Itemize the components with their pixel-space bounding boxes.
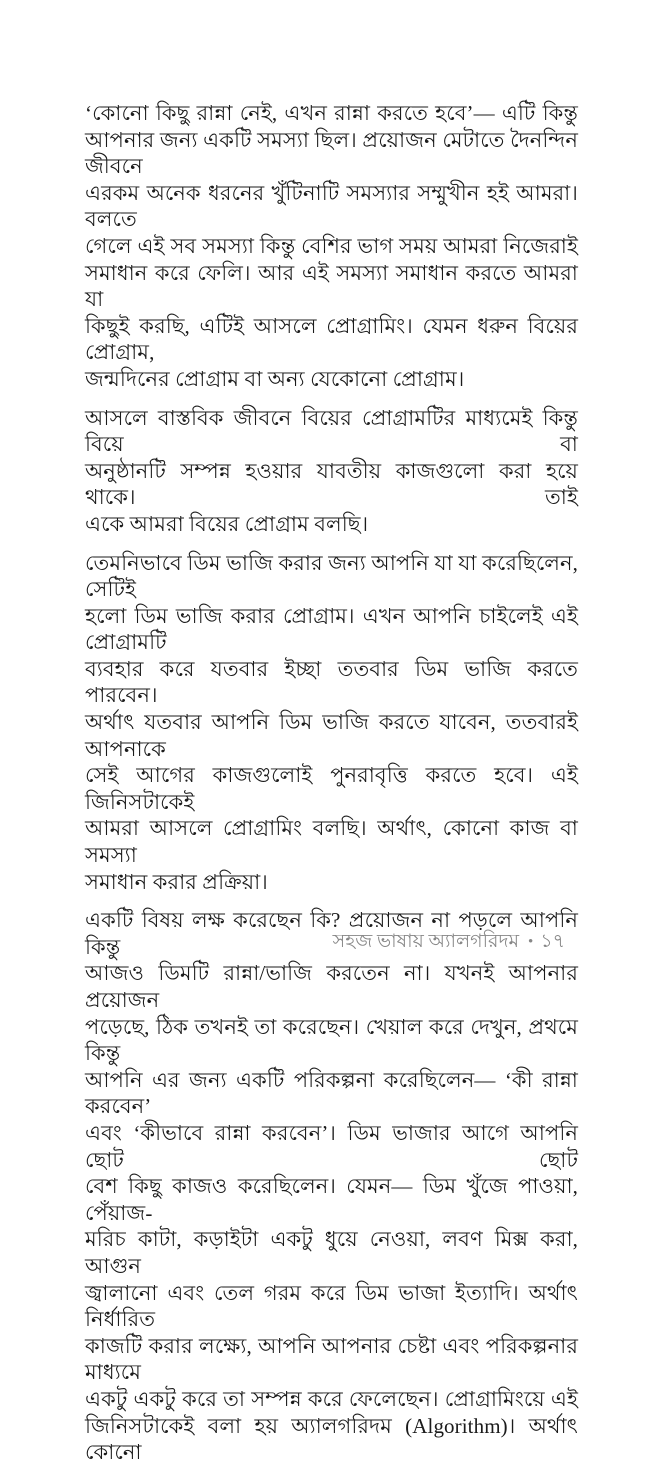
text-line: এবং ‘কীভাবে রান্না করবেন’। ডিম ভাজার আগে আপনি ছোট ছোট xyxy=(85,1120,578,1172)
text-line: আপনি এর জন্য একটি পরিকল্পনা করেছিলেন— ‘কী রান্না করবেন’ xyxy=(85,1067,578,1119)
text-line: সেই আগের কাজগুলোই পুনরাবৃত্তি করতে হবে। এই জিনিসটাকেই xyxy=(85,763,578,814)
text-line: জ্বালানো এবং তেল গরম করে ডিম ভাজা ইত্যাদি। অর্থাৎ নির্ধারিত xyxy=(85,1280,578,1332)
paragraph xyxy=(85,907,578,1465)
text-line: একে আমরা বিয়ের প্রোগ্রাম বলছি। xyxy=(85,511,369,536)
text-line: একটি বিষয় লক্ষ করেছেন কি? প্রয়োজন না পড়লে আপনি কিন্তু xyxy=(85,908,578,959)
text-line: আপনার জন্য একটি সমস্যা ছিল। প্রয়োজন মেটাতে দৈনন্দিন জীবনে xyxy=(85,127,578,179)
paragraph xyxy=(85,100,578,393)
text-line: আজও ডিমটি রান্না/ভাজি করতেন না। যখনই আপনার প্রয়োজন xyxy=(85,961,578,1012)
footer-book-title: সহজ ভাষায় অ্যালগরিদম xyxy=(332,931,520,952)
running-footer xyxy=(333,930,565,954)
text-line: ব্যবহার করে যতবার ইচ্ছা ততবার ডিম ভাজি করতে পারবেন। xyxy=(85,656,578,708)
page-body xyxy=(85,100,578,1478)
footer-page-number: ১৭ xyxy=(540,931,565,952)
text-line: আসলে বাস্তবিক জীবনে বিয়ের প্রোগ্রামটির মাধ্যমেই কিন্তু বিয়ে বা xyxy=(85,405,578,457)
text-line: সমাধান করে ফেলি। আর এই সমস্যা সমাধান করতে আমরা যা xyxy=(85,260,578,312)
text-line: আমরা আসলে প্রোগ্রামিং বলছি। অর্থাৎ, কোনো কাজ বা সমস্যা xyxy=(85,816,578,868)
text-line: জন্মদিনের প্রোগ্রাম বা অন্য যেকোনো প্রোগ্রাম। xyxy=(85,366,465,391)
text-line: হলো ডিম ভাজি করার প্রোগ্রাম। এখন আপনি চাইলেই এই প্রোগ্রামটি xyxy=(85,603,578,655)
text-line: কাজটি করার লক্ষ্যে, আপনি আপনার চেষ্টা এবং পরিকল্পনার মাধ্যমে xyxy=(85,1333,578,1385)
text-line: সমাধান করার প্রক্রিয়া। xyxy=(85,869,268,894)
text-line: ‘কোনো কিছু রান্না নেই, এখন রান্না করতে হবে’— এটি কিন্তু xyxy=(85,101,578,125)
text-line: এরকম অনেক ধরনের খুঁটিনাটি সমস্যার সম্মুখীন হই আমরা। বলতে xyxy=(85,180,578,232)
text-line: অনুষ্ঠানটি সম্পন্ন হওয়ার যাবতীয় কাজগুলো করা হয়ে থাকে। তাই xyxy=(85,458,578,510)
text-line: অর্থাৎ যতবার আপনি ডিম ভাজি করতে যাবেন, ততবারই আপনাকে xyxy=(85,710,578,761)
footer-separator-bullet: • xyxy=(528,934,534,950)
paragraph xyxy=(85,550,578,896)
paragraph xyxy=(85,405,578,538)
text-line: একটু একটু করে তা সম্পন্ন করে ফেলেছেন। প্রোগ্রামিংয়ে এই xyxy=(85,1386,578,1411)
text-line: জিনিসটাকেই বলা হয় অ্যালগরিদম (Algorithm)। অর্থাৎ কোনো xyxy=(85,1413,578,1465)
text-line: মরিচ কাটা, কড়াইটা একটু ধুয়ে নেওয়া, লবণ মিক্স করা, আগুন xyxy=(85,1227,578,1278)
text-line: কিছুই করছি, এটিই আসলে প্রোগ্রামিং। যেমন ধরুন বিয়ের প্রোগ্রাম, xyxy=(85,313,578,365)
text-line: বেশ কিছু কাজও করেছিলেন। যেমন— ডিম খুঁজে পাওয়া, পেঁয়াজ- xyxy=(85,1174,578,1225)
text-line: তেমনিভাবে ডিম ভাজি করার জন্য আপনি যা যা করেছিলেন, সেটিই xyxy=(85,550,578,602)
text-line: পড়েছে, ঠিক তখনই তা করেছেন। খেয়াল করে দেখুন, প্রথমে কিন্তু xyxy=(85,1014,578,1066)
text-line: গেলে এই সব সমস্যা কিন্তু বেশির ভাগ সময় আমরা নিজেরাই xyxy=(85,233,578,258)
